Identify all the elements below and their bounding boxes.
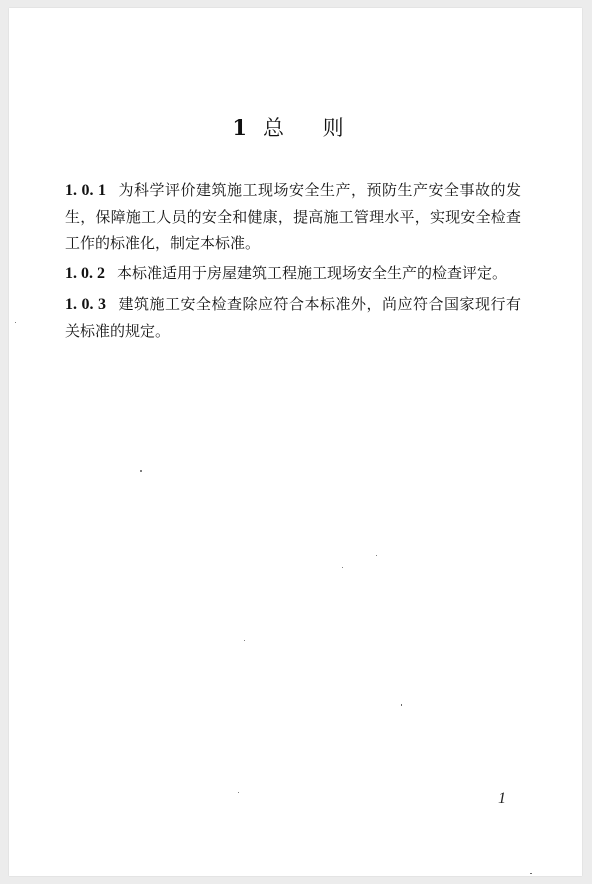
- scan-speck: [376, 555, 377, 556]
- clause-1-0-1: [65, 177, 521, 256]
- clause-text: 本标准适用于房屋建筑工程施工现场安全生产的检查评定。: [117, 264, 508, 282]
- scan-speck: [244, 640, 245, 641]
- chapter-title: 总 则: [262, 116, 360, 140]
- scan-speck: [140, 470, 142, 472]
- clause-number: 1. 0. 3: [65, 296, 106, 313]
- clause-number: 1. 0. 2: [65, 265, 105, 282]
- scan-speck: [530, 873, 532, 874]
- clause-number: 1. 0. 1: [65, 182, 106, 199]
- clause-1-0-3: [65, 291, 521, 344]
- chapter-number: 1: [232, 115, 249, 140]
- clause-list: [65, 177, 521, 348]
- clause-text: 建筑施工安全检查除应符合本标准外，尚应符合国家现行有关标准的规定。: [65, 295, 521, 340]
- scan-speck: [15, 322, 16, 323]
- page-number: 1: [498, 790, 506, 807]
- clause-1-0-2: [65, 260, 521, 287]
- scan-speck: [238, 792, 239, 793]
- chapter-heading: [0, 112, 592, 142]
- scan-speck: [342, 567, 343, 568]
- clause-text: 为科学评价建筑施工现场安全生产，预防生产安全事故的发生，保障施工人员的安全和健康，提高施工管理水平，实现安全检查工作的标准化，制定本标准。: [65, 181, 521, 252]
- scan-speck: [401, 704, 402, 706]
